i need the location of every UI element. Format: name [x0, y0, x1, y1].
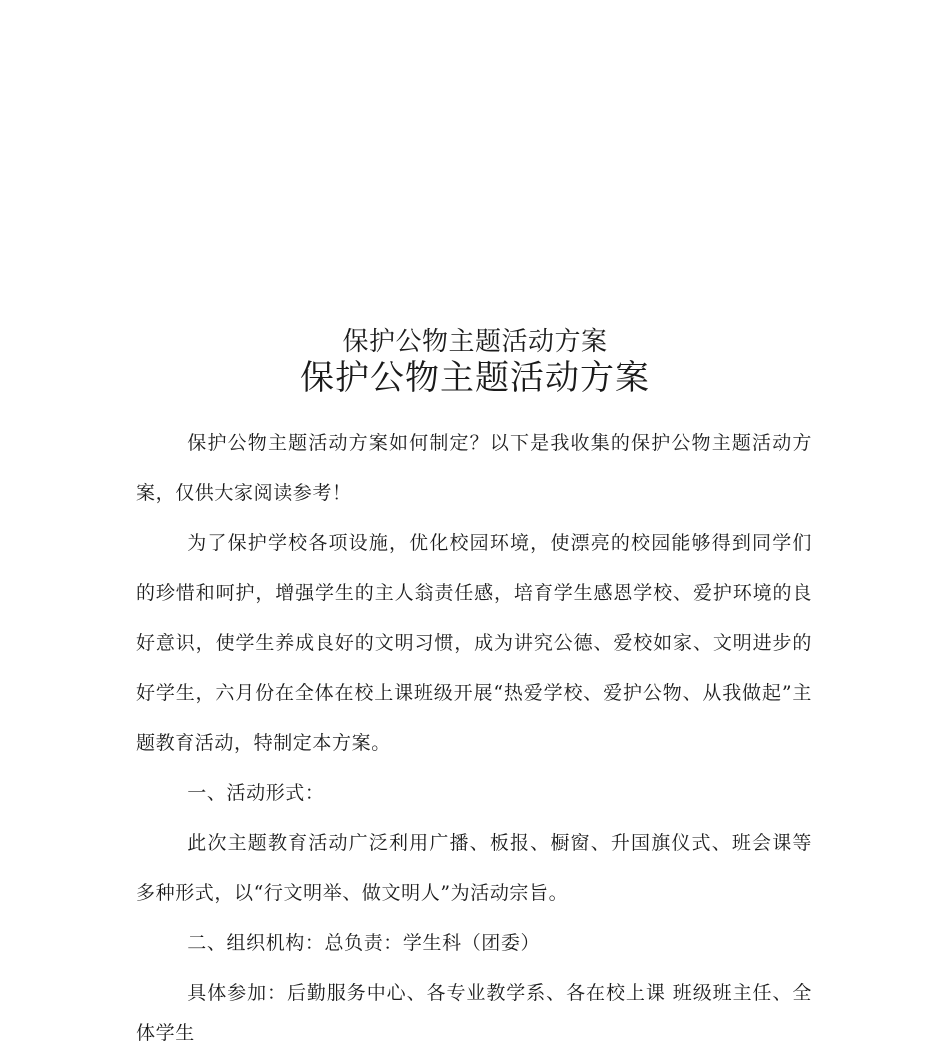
document-main-title: 保护公物主题活动方案 [300, 358, 650, 398]
intro-paragraph: 保护公物主题活动方案如何制定？以下是我收集的保护公物主题活动方案，仅供大家阅读参考！ [136, 432, 812, 504]
document-body [136, 418, 812, 1053]
document-header-title: 保护公物主题活动方案 [342, 327, 608, 357]
section-heading-activity-form: 一、活动形式： [187, 782, 325, 804]
section-heading-organization: 二、组织机构：总负责：学生科（团委） [187, 932, 541, 954]
purpose-paragraph: 为了保护学校各项设施，优化校园环境，使漂亮的校园能够得到同学们的珍惜和呵护，增强学生的主人翁责任感，培育学生感恩学校、爱护环境的良好意识，使学生养成良好的文明习惯，成为讲究公德、爱校如家、文明进步的好学生，六月份在全体在校上课班级开展“热爱学校、爱护公物、从我做起”主题教育活动，特制定本方案。 [136, 532, 812, 754]
activity-form-paragraph: 此次主题教育活动广泛利用广播、板报、橱窗、升国旗仪式、班会课等多种形式，以“行文明举、做文明人”为活动宗旨。 [136, 832, 812, 904]
participants-paragraph: 具体参加：后勤服务中心、各专业教学系、各在校上课 班级班主任、全体学生 [136, 982, 812, 1044]
